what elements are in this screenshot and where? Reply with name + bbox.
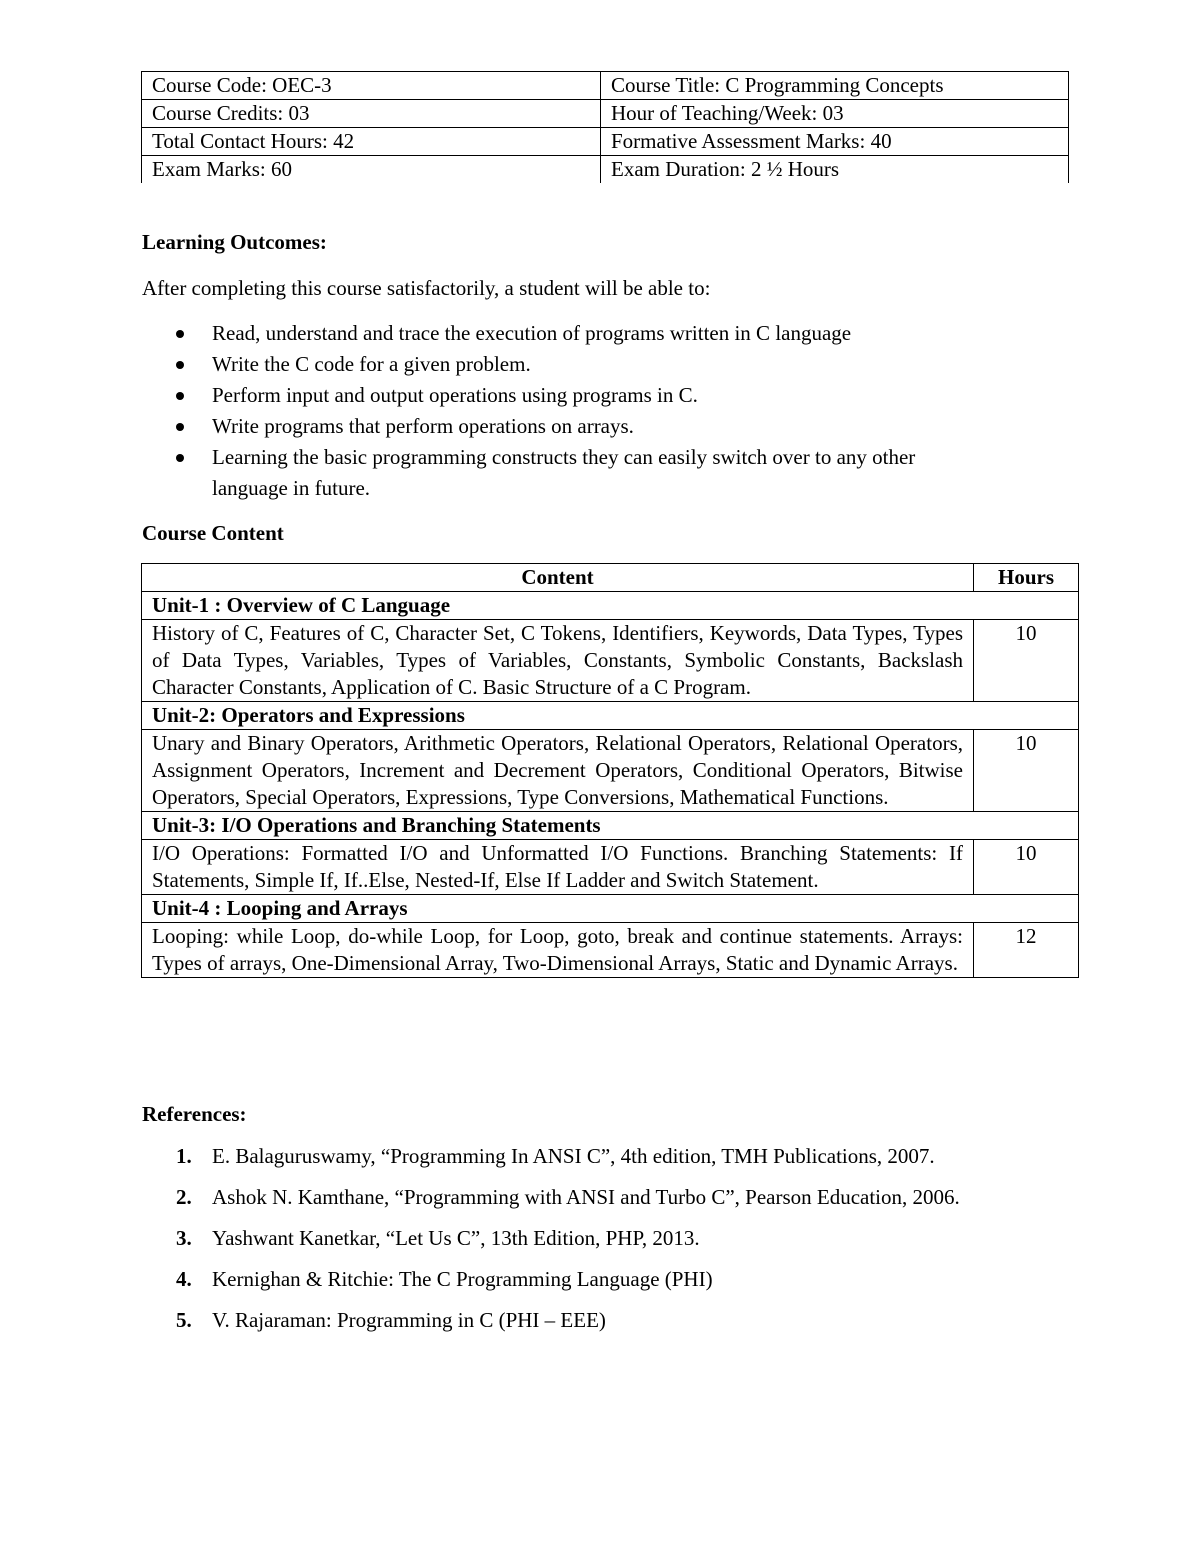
reference-text: V. Rajaraman: Programming in C (PHI – EEE) [212,1308,606,1332]
course-info-table [141,71,1069,183]
reference-text: Kernighan & Ritchie: The C Programming Language (PHI) [212,1267,713,1291]
outcome-text: Write programs that perform operations on arrays. [212,414,634,438]
learning-outcomes-list [172,318,1032,504]
outcome-text: Read, understand and trace the execution of programs written in C language [212,321,852,345]
list-item [172,411,1032,442]
learning-outcomes-intro: After completing this course satisfactorily, a student will be able to: [142,276,711,300]
unit-title: Unit-1 : Overview of C Language [142,592,1079,620]
exam-marks: Exam Marks: 60 [142,156,601,184]
formative-assessment-marks: Formative Assessment Marks: 40 [601,128,1069,156]
exam-duration: Exam Duration: 2 ½ Hours [601,156,1069,184]
course-credits: Course Credits: 03 [142,100,601,128]
unit-hours: 10 [974,840,1079,895]
unit-hours: 10 [974,730,1079,812]
bullet-icon [176,454,184,462]
course-content-table [141,563,1079,978]
bullet-icon [176,330,184,338]
list-item [172,349,1032,380]
reference-text: E. Balaguruswamy, “Programming In ANSI C”, 4th edition, TMH Publications, 2007. [212,1144,935,1168]
list-item [172,1179,1072,1220]
course-info-row [142,128,1069,156]
outcome-text: Learning the basic programming constructs they can easily switch over to any other language in future. [212,445,916,500]
reference-text: Ashok N. Kamthane, “Programming with ANSI and Turbo C”, Pearson Education, 2006. [212,1185,960,1209]
bullet-icon [176,392,184,400]
table-header-row [142,564,1079,592]
unit-title-row [142,895,1079,923]
unit-description: History of C, Features of C, Character Set, C Tokens, Identifiers, Keywords, Data Types, Types of Data Types, Variables, Types of Variables, Constants, Symbolic Constants, Backslash Character Constants, Application of C. Basic Structure of a C Program. [142,620,974,702]
references-heading: References: [142,1102,247,1126]
hours-per-week: Hour of Teaching/Week: 03 [601,100,1069,128]
bullet-icon [176,361,184,369]
unit-title-row [142,592,1079,620]
unit-description: Looping: while Loop, do-while Loop, for Loop, goto, break and continue statements. Arrays: Types of arrays, One-Dimensional Array, Two-Dimensional Arrays, Static and Dynamic Arrays. [142,923,974,978]
bullet-icon [176,423,184,431]
table-row [142,840,1079,895]
unit-title: Unit-4 : Looping and Arrays [142,895,1079,923]
unit-title-row [142,812,1079,840]
reference-number: 4. [176,1267,192,1291]
course-info-row [142,100,1069,128]
unit-description: Unary and Binary Operators, Arithmetic Operators, Relational Operators, Relational Operators, Assignment Operators, Increment and Decrement Operators, Conditional Operators, Bitwise Operators, Special Operators, Expressions, Type Conversions, Mathematical Functions. [142,730,974,812]
table-row [142,620,1079,702]
column-header-hours: Hours [974,564,1079,592]
list-item [172,1220,1072,1261]
unit-hours: 12 [974,923,1079,978]
unit-title-row [142,702,1079,730]
course-code: Course Code: OEC-3 [142,72,601,100]
course-content-heading: Course Content [142,521,284,545]
course-info-row [142,156,1069,184]
course-info-row [142,72,1069,100]
unit-hours: 10 [974,620,1079,702]
table-row [142,730,1079,812]
reference-text: Yashwant Kanetkar, “Let Us C”, 13th Edition, PHP, 2013. [212,1226,700,1250]
column-header-content: Content [142,564,974,592]
list-item [172,380,1032,411]
course-title: Course Title: C Programming Concepts [601,72,1069,100]
outcome-text: Write the C code for a given problem. [212,352,531,376]
total-contact-hours: Total Contact Hours: 42 [142,128,601,156]
references-list [172,1138,1072,1343]
table-row [142,923,1079,978]
unit-title: Unit-2: Operators and Expressions [142,702,1079,730]
unit-description: I/O Operations: Formatted I/O and Unformatted I/O Functions. Branching Statements: If Statements, Simple If, If..Else, Nested-If, Else If Ladder and Switch Statement. [142,840,974,895]
unit-title: Unit-3: I/O Operations and Branching Statements [142,812,1079,840]
list-item [172,1302,1072,1343]
learning-outcomes-heading: Learning Outcomes: [142,230,327,254]
list-item [172,1261,1072,1302]
list-item [172,442,1032,504]
reference-number: 5. [176,1308,192,1332]
list-item [172,1138,1072,1179]
reference-number: 3. [176,1226,192,1250]
reference-number: 1. [176,1144,192,1168]
list-item [172,318,1032,349]
reference-number: 2. [176,1185,192,1209]
outcome-text: Perform input and output operations using programs in C. [212,383,698,407]
